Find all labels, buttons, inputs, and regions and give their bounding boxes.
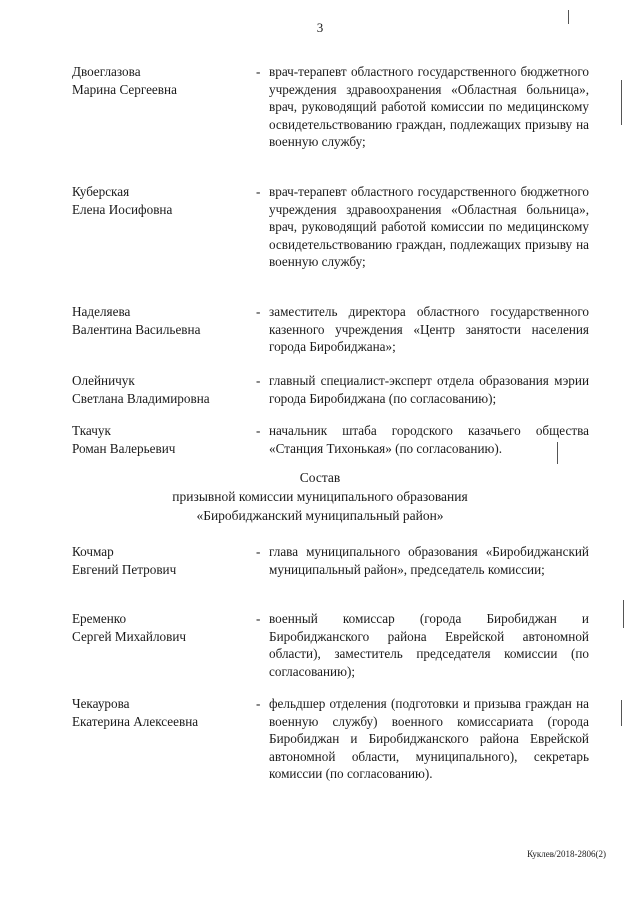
member-position: военный комиссар (города Биробиджан и Биробиджанского района Еврейской автономной области), заместитель председателя комиссии (по согласованию); [269,611,589,679]
member-position: начальник штаба городского казачьего общества «Станция Тихонькая» (по согласованию). [269,423,589,456]
dash: - [256,423,261,438]
member-position: главный специалист-эксперт отдела образования мэрии города Биробиджана (по согласованию); [269,373,589,406]
member-position: фельдшер отделения (подготовки и призыва граждан на военную службу) военного комиссариата (города Биробиджан и Биробиджанского района Еврейской автономной области, муниципального), секретарь комиссии (по согласованию). [269,696,589,782]
dash: - [256,373,261,388]
member-name [72,303,252,338]
member-surname: Чекаурова [72,696,130,711]
scan-mark [621,700,622,726]
member-surname: Куберская [72,184,130,199]
section-subtitle-municipality: «Биробиджанский муниципальный район» [196,508,444,523]
member-surname: Олейничук [72,373,135,388]
member-surname: Кочмар [72,544,114,559]
member-surname: Наделяева [72,304,131,319]
member-given-names: Екатерина Алексеевна [72,713,199,729]
dash: - [256,696,261,711]
member-position: врач-терапевт областного государственного бюджетного учреждения здравоохранения «Областная больница», врач, руководящий работой комиссии по медицинскому освидетельствованию граждан, подлежащих призыву на военную службу; [269,64,589,150]
section-subtitle: призывной комиссии муниципального образования [172,489,468,504]
dash: - [256,184,261,199]
member-name [72,543,252,578]
section-title: Состав [299,470,341,485]
member-position: глава муниципального образования «Биробиджанский муниципальный район», председатель комиссии; [269,544,589,577]
member-given-names: Евгений Петрович [72,561,177,577]
member-name [72,372,252,407]
member-given-names: Елена Иосифовна [72,201,173,217]
member-name [72,63,252,98]
dash: - [256,544,261,559]
dash: - [256,64,261,79]
member-surname: Двоеглазова [72,64,141,79]
member-name [72,422,252,457]
member-given-names: Светлана Владимировна [72,390,210,406]
member-surname: Еременко [72,611,127,626]
document-code: Куклев/2018-2806(2) [527,849,606,859]
page-number: 3 [316,20,324,35]
member-given-names: Роман Валерьевич [72,440,176,456]
member-name [72,695,252,730]
member-position: врач-терапевт областного государственного бюджетного учреждения здравоохранения «Областная больница», врач, руководящий работой комиссии по медицинскому освидетельствованию граждан, подлежащих призыву на военную службу; [269,184,589,270]
scan-mark [568,10,569,24]
member-surname: Ткачук [72,423,111,438]
member-given-names: Сергей Михайлович [72,628,187,644]
member-name [72,610,252,645]
dash: - [256,611,261,626]
scan-mark [623,600,624,628]
scan-mark [621,80,622,125]
member-given-names: Валентина Васильевна [72,321,201,337]
member-given-names: Марина Сергеевна [72,81,177,97]
section-heading [0,468,640,525]
member-name [72,183,252,218]
dash: - [256,304,261,319]
member-position: заместитель директора областного государственного казенного учреждения «Центр занятости населения города Биробиджана»; [269,304,589,355]
